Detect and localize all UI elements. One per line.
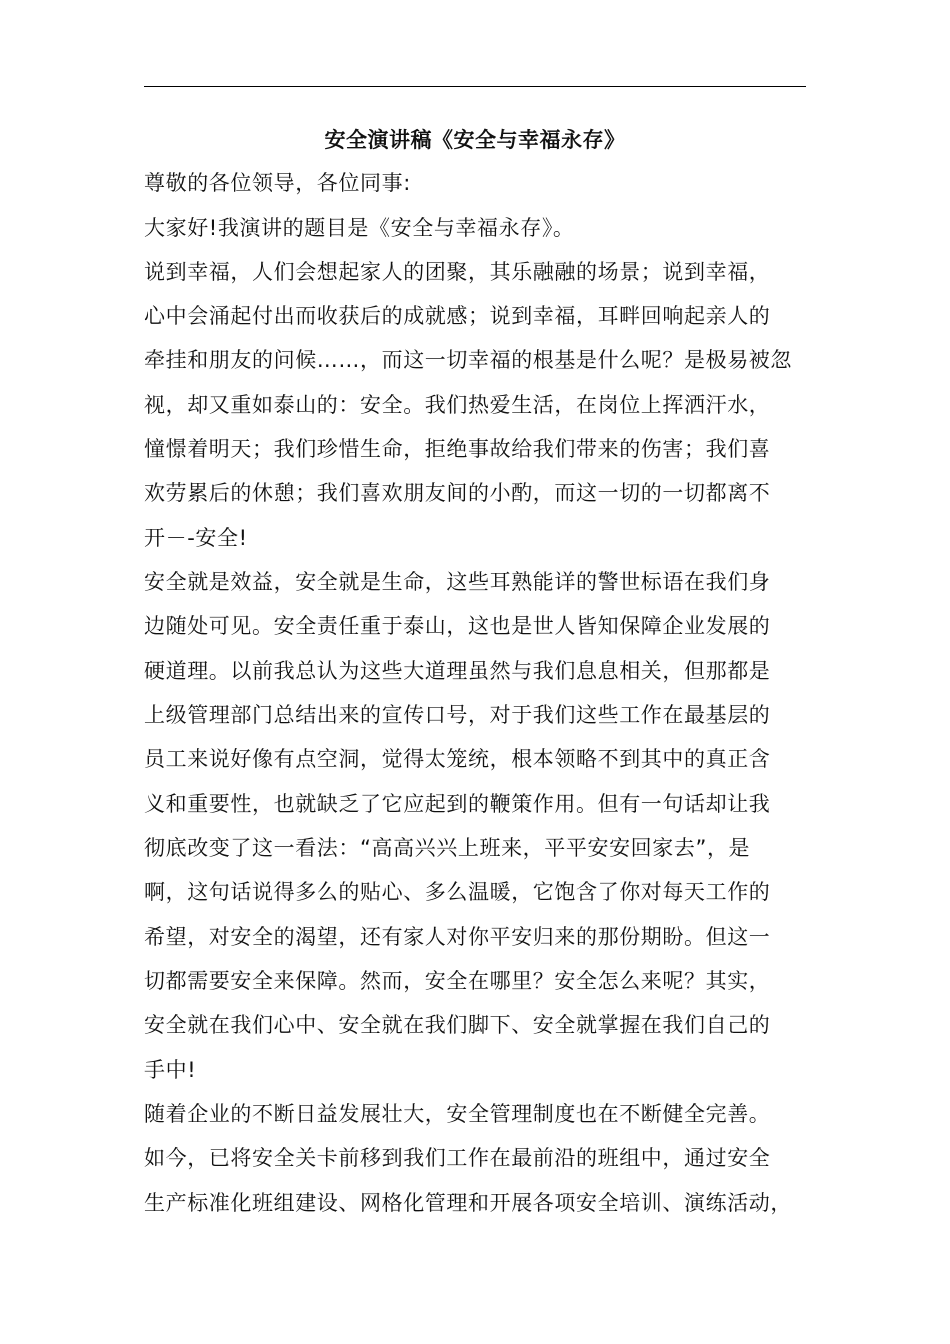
text-line: 说到幸福，人们会想起家人的团聚，其乐融融的场景；说到幸福， — [144, 260, 771, 284]
text-line: 视，却又重如泰山的：安全。我们热爱生活，在岗位上挥洒汗水， — [144, 393, 771, 417]
text-line: 如今，已将安全关卡前移到我们工作在最前沿的班组中，通过安全 — [144, 1146, 771, 1170]
text-line: 随着企业的不断日益发展壮大，安全管理制度也在不断健全完善。 — [144, 1102, 771, 1126]
text-line: 啊，这句话说得多么的贴心、多么温暖，它饱含了你对每天工作的 — [144, 880, 771, 904]
text-line: 义和重要性，也就缺乏了它应起到的鞭策作用。但有一句话却让我 — [144, 792, 771, 816]
text-line: 欢劳累后的休憩；我们喜欢朋友间的小酌，而这一切的一切都离不 — [144, 481, 771, 505]
document-title: 安全演讲稿《安全与幸福永存》 — [324, 128, 626, 152]
text-line: 员工来说好像有点空洞，觉得太笼统，根本领略不到其中的真正含 — [144, 747, 771, 771]
text-line: 安全就是效益，安全就是生命，这些耳熟能详的警世标语在我们身 — [144, 570, 771, 594]
text-line: 心中会涌起付出而收获后的成就感；说到幸福，耳畔回响起亲人的 — [144, 304, 771, 328]
text-line: 尊敬的各位领导，各位同事: — [144, 171, 411, 195]
header-rule — [144, 86, 806, 87]
text-line: 生产标准化班组建设、网格化管理和开展各项安全培训、演练活动， — [144, 1191, 792, 1215]
text-line: 开－-安全! — [144, 526, 248, 550]
text-line: 牵挂和朋友的问候……，而这一切幸福的根基是什么呢？是极易被忽 — [144, 348, 792, 372]
text-line: 边随处可见。安全责任重于泰山，这也是世人皆知保障企业发展的 — [144, 614, 771, 638]
text-line: 安全就在我们心中、安全就在我们脚下、安全就掌握在我们自己的 — [144, 1013, 771, 1037]
text-line: 彻底改变了这一看法：“高高兴兴上班来，平平安安回家去”，是 — [144, 836, 751, 860]
text-line: 手中! — [144, 1058, 197, 1082]
text-line: 希望，对安全的渴望，还有家人对你平安归来的那份期盼。但这一 — [144, 925, 771, 949]
text-line: 憧憬着明天；我们珍惜生命，拒绝事故给我们带来的伤害；我们喜 — [144, 437, 771, 461]
text-line: 硬道理。以前我总认为这些大道理虽然与我们息息相关，但那都是 — [144, 659, 771, 683]
text-line: 切都需要安全来保障。然而，安全在哪里？安全怎么来呢？其实， — [144, 969, 771, 993]
text-line: 上级管理部门总结出来的宣传口号，对于我们这些工作在最基层的 — [144, 703, 771, 727]
text-line: 大家好!我演讲的题目是《安全与幸福永存》。 — [144, 216, 575, 240]
